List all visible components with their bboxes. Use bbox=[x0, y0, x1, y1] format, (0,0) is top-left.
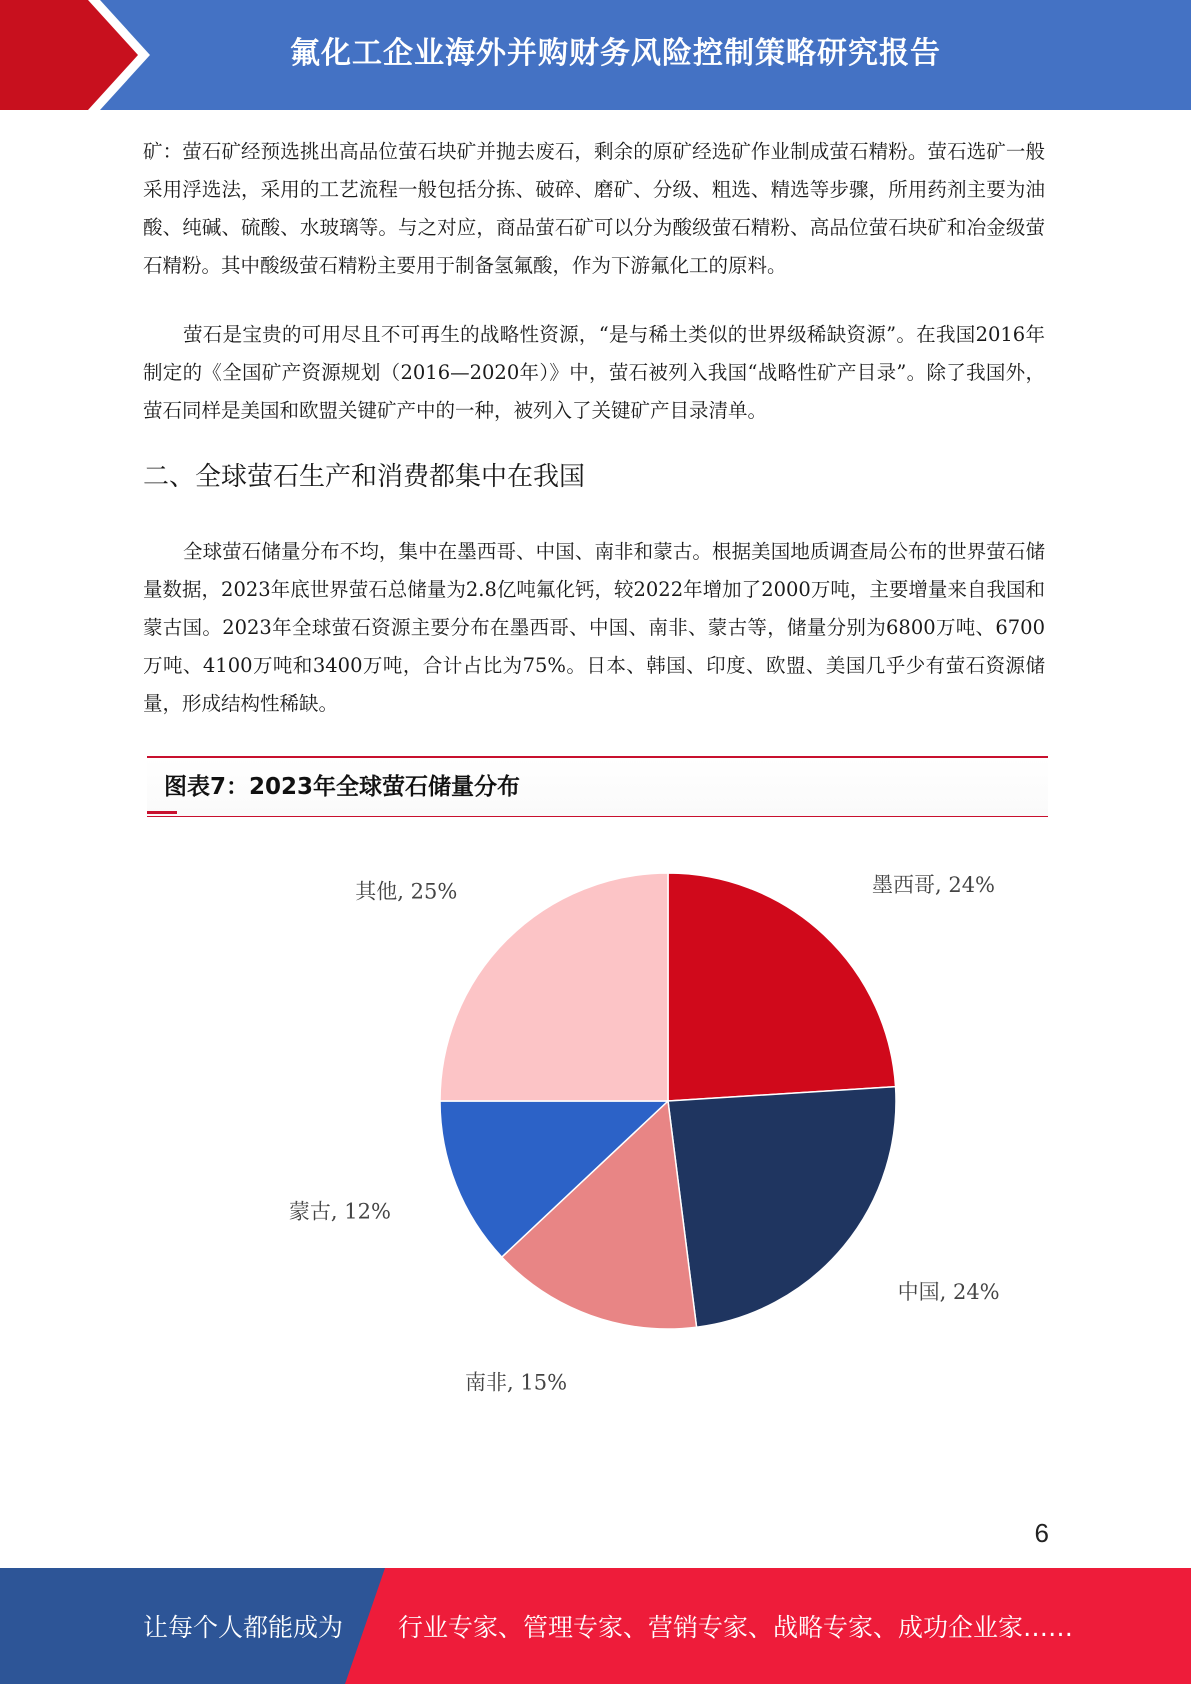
pie-label-other: 其他, 25% bbox=[355, 879, 458, 904]
pie-slice-other bbox=[440, 873, 668, 1101]
paragraph-3-text: 全球萤石储量分布不均，集中在墨西哥、中国、南非和蒙古。根据美国地质调查局公布的世界萤石储量数据，2023年底世界萤石总储量为2.8亿吨氟化钙，较2022年增加了2000万吨，主要增量来自我国和蒙古国。2023年全球萤石资源主要分布在墨西哥、中国、南非、蒙古等，储量分别为6800万吨、6700万吨、4100万吨和3400万吨，合计占比为75%。日本、韩国、印度、欧盟、美国几乎少有萤石资源储量，形成结构性稀缺。 bbox=[143, 540, 1045, 715]
footer-slogan-right: 行业专家、管理专家、营销专家、战略专家、成功企业家…… bbox=[398, 1613, 1074, 1642]
pie-label-mexico: 墨西哥, 24% bbox=[871, 872, 996, 897]
paragraph-1 bbox=[143, 133, 1045, 285]
pie-label-mongolia: 蒙古, 12% bbox=[288, 1199, 391, 1224]
pie-chart bbox=[140, 835, 1050, 1395]
footer-slogan-left: 让每个人都能成为 bbox=[143, 1613, 344, 1642]
pie-chart-container bbox=[140, 835, 1050, 1395]
pie-slice-china bbox=[668, 1087, 896, 1328]
report-title: 氟化工企业海外并购财务风险控制策略研究报告 bbox=[290, 36, 941, 71]
section-heading: 二、全球萤石生产和消费都集中在我国 bbox=[143, 462, 586, 492]
pie-slice-mexico bbox=[668, 873, 896, 1101]
paragraph-3 bbox=[143, 533, 1045, 723]
page-header bbox=[0, 0, 1191, 110]
paragraph-2 bbox=[143, 316, 1045, 430]
pie-label-china: 中国, 24% bbox=[897, 1279, 1000, 1304]
page-footer bbox=[0, 1568, 1191, 1684]
paragraph-2-text: 萤石是宝贵的可用尽且不可再生的战略性资源，“是与稀土类似的世界级稀缺资源”。在我国2016年制定的《全国矿产资源规划（2016—2020年）》中，萤石被列入我国“战略性矿产目录”。除了我国外，萤石同样是美国和欧盟关键矿产中的一种，被列入了关键矿产目录清单。 bbox=[143, 323, 1045, 422]
figure-title-accent bbox=[147, 811, 177, 814]
paragraph-1-text: 矿：萤石矿经预选挑出高品位萤石块矿并抛去废石，剩余的原矿经选矿作业制成萤石精粉。萤石选矿一般采用浮选法，采用的工艺流程一般包括分拣、破碎、磨矿、分级、粗选、精选等步骤，所用药剂主要为油酸、纯碱、硫酸、水玻璃等。与之对应，商品萤石矿可以分为酸级萤石精粉、高品位萤石块矿和冶金级萤石精粉。其中酸级萤石精粉主要用于制备氢氟酸，作为下游氟化工的原料。 bbox=[143, 140, 1045, 277]
pie-label-south-africa: 南非, 15% bbox=[465, 1370, 568, 1395]
header-arrow-decoration bbox=[0, 0, 160, 110]
figure-title: 图表7：2023年全球萤石储量分布 bbox=[164, 774, 521, 800]
page-number: 6 bbox=[1034, 1518, 1049, 1548]
